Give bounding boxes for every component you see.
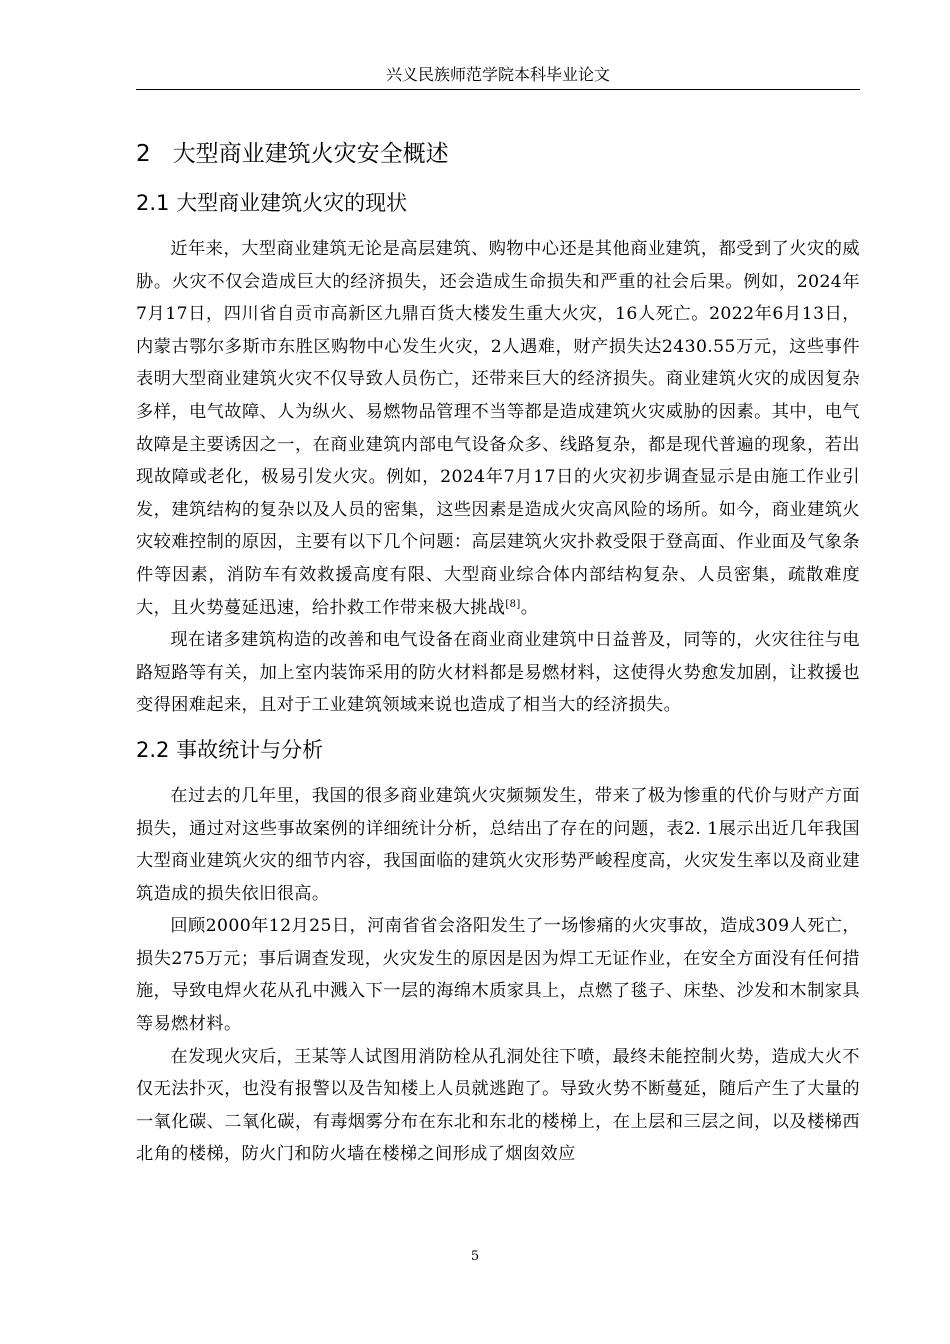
section-2-2-paragraph-2: 回顾2000年12月25日，河南省省会洛阳发生了一场惨痛的火灾事故，造成309人死亡，损失275万元；事后调查发现，火灾发生的原因是因为焊工无证作业，在安全方面没有任何措施，导致电焊火花从孔中溅入下一层的海绵木质家具上，点燃了毯子、床垫、沙发和木制家具等易燃材料。 [136, 916, 860, 1035]
paragraph-end-punct: 。 [520, 597, 539, 618]
running-header: 兴义民族师范学院本科毕业论文 [385, 65, 610, 84]
page-content [136, 128, 860, 1171]
page-number: 5 [470, 1249, 480, 1264]
paragraph-text: 近年来，大型商业建筑无论是高层建筑、购物中心还是其他商业建筑，都受到了火灾的威胁。火灾不仅会造成巨大的经济损失，还会造成生命损失和严重的社会后果。例如，2024年7月17日，四川省自贡市高新区九鼎百货大楼发生重大火灾，16人死亡。2022年6月13日，内蒙古鄂尔多斯市东胜区购物中心发生火灾，2人遇难，财产损失达2430.55万元，这些事件表明大型商业建筑火灾不仅导致人员伤亡，还带来巨大的经济损失。商业建筑火灾的成因复杂多样，电气故障、人为纵火、易燃物品管理不当等都是造成建筑火灾威胁的因素。其中，电气故障是主要诱因之一，在商业建筑内部电气设备众多、线路复杂，都是现代普遍的现象，若出现故障或老化，极易引发火灾。例如，2024年7月17日的火灾初步调查显示是由施工作业引发，建筑结构的复杂以及人员的密集，这些因素是造成火灾高风险的场所。如今，商业建筑火灾较难控制的原因，主要有以下几个问题：高层建筑火灾扑救受限于登高面、作业面及气象条件等因素，消防车有效救援高度有限、大型商业综合体内部结构复杂、人员密集，疏散难度大，且火势蔓延迅速，给扑救工作带来极大挑战 [136, 239, 860, 618]
section-2-1-paragraph-2: 现在诸多建筑构造的改善和电气设备在商业商业建筑中日益普及，同等的，火灾往往与电路短路等有关，加上室内装饰采用的防火材料都是易燃材料，这使得火势愈发加剧，让救援也变得困难起来，且对于工业建筑领域来说也造成了相当大的经济损失。 [136, 630, 860, 716]
section-2-1-paragraph-1 [136, 233, 860, 624]
chapter-heading: 2 大型商业建筑火灾安全概述 [136, 141, 449, 167]
header-rule [136, 89, 860, 90]
section-2-2-paragraph-1: 在过去的几年里，我国的很多商业建筑火灾频频发生，带来了极为惨重的代价与财产方面损失，通过对这些事故案例的详细统计分析，总结出了存在的问题，表2. 1展示出近几年我国大型商业建筑火灾的细节内容，我国面临的建筑火灾形势严峻程度高，火灾发生率以及商业建筑造成的损失依旧很高。 [136, 785, 860, 904]
section-2-1-heading: 2.1 大型商业建筑火灾的现状 [136, 191, 408, 215]
section-2-2-paragraph-3: 在发现火灾后，王某等人试图用消防栓从孔洞处往下喷，最终未能控制火势，造成大火不仅无法扑灭，也没有报警以及告知楼上人员就逃跑了。导致火势不断蔓延，随后产生了大量的一氧化碳、二氧化碳，有毒烟雾分布在东北和东北的楼梯上，在上层和三层之间，以及楼梯西北角的楼梯，防火门和防火墙在楼梯之间形成了烟囱效应 [136, 1046, 860, 1165]
section-2-2-heading: 2.2 事故统计与分析 [136, 737, 324, 762]
citation-marker: [8] [505, 598, 521, 610]
